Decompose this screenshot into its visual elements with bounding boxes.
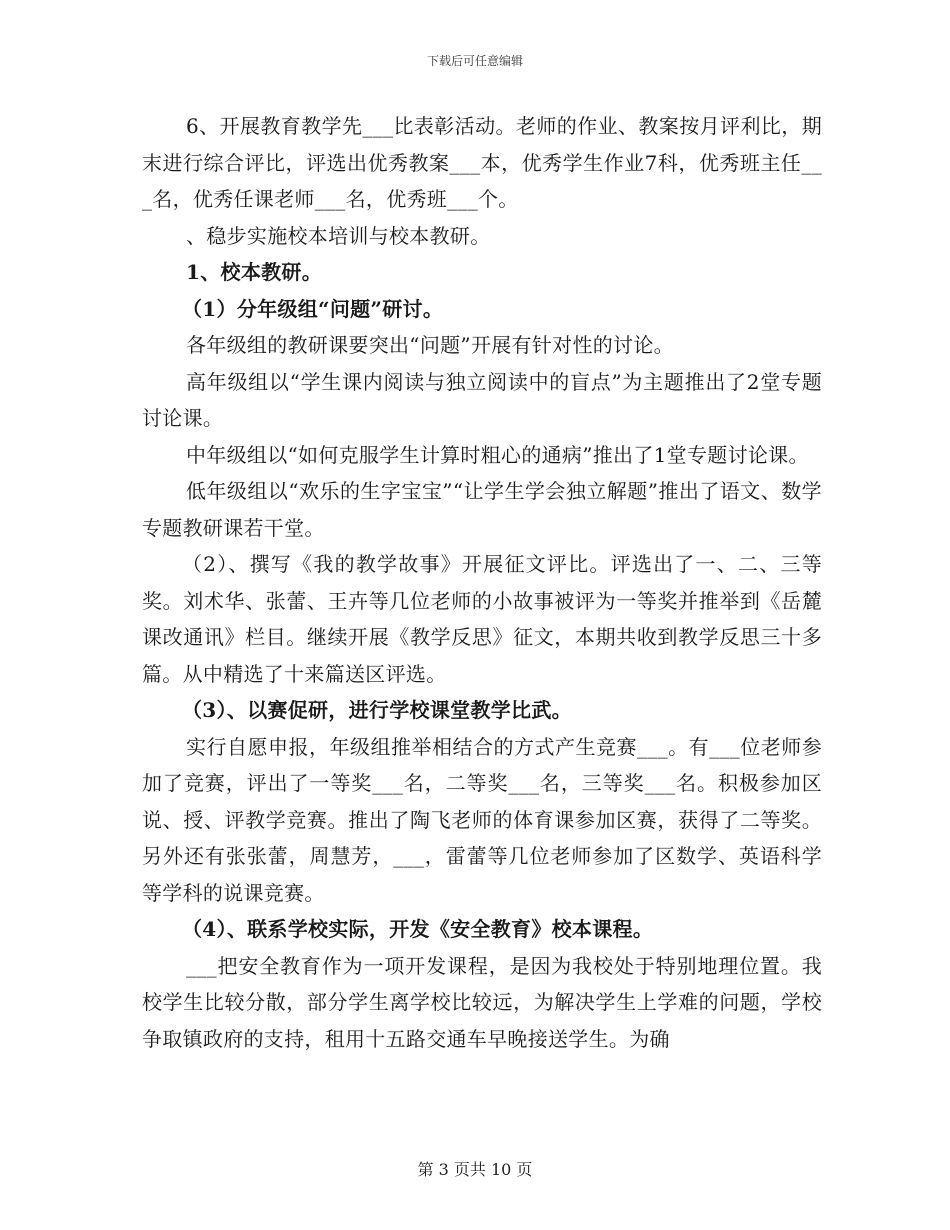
heading-safety-course: （4）、联系学校实际，开发《安全教育》校本课程。	[182, 917, 654, 941]
page-header: 下载后可任意编辑	[426, 54, 523, 68]
paragraph-awards: 6、开展教育教学先___比表彰活动。老师的作业、教案按月评利比，期末进行综合评比，评选出优秀教案___本，优秀学生作业7科，优秀班主任___名，优秀任课老师___名，优秀班___个。	[142, 114, 822, 211]
paragraph-safety-course: ___把安全教育作为一项开发课程，是因为我校处于特别地理位置。我校学生比较分散，部分学生离学校比较远，为解决学生上学难的问题，学校争取镇政府的支持，租用十五路交通车早晚接送学生。为确	[142, 953, 822, 1051]
paragraph-teaching-story: （2）、撰写《我的教学故事》开展征文评比。评选出了一、二、三等奖。刘术华、张蕾、王卉等几位老师的小故事被评为一等奖并推举到《岳麓课改通讯》栏目。继续开展《教学反思》征文，本期共收到教学反思三十多篇。从中精选了十来篇送区评选。	[142, 552, 822, 686]
heading-grade-problem: （1）分年级组“问题”研讨。	[182, 296, 444, 321]
document-body	[142, 108, 822, 1057]
paragraph-senior-grade: 高年级组以“学生课内阅读与独立阅读中的盲点”为主题推出了2堂专题讨论课。	[142, 369, 822, 430]
paragraph-competition: 实行自愿申报，年级组推举相结合的方式产生竞赛___。有___位老师参加了竞赛，评出了一等奖___名，二等奖___名，三等奖___名。积极参加区说、授、评教学竞赛。推出了陶飞老师的体育课参加区赛，获得了二等奖。另外还有张张蕾，周慧芳，___，雷蕾等几位老师参加了区数学、英语科学等学科的说课竞赛。	[142, 734, 822, 905]
heading-competition: （3）、以赛促研，进行学校课堂教学比武。	[182, 698, 572, 722]
paragraph-training: 、稳步实施校本培训与校本教研。	[186, 223, 491, 248]
paragraph-middle-grade: 中年级组以“如何克服学生计算时粗心的通病”推出了1堂专题讨论课。	[186, 442, 809, 467]
page-footer: 第 3 页共 10 页	[417, 1160, 533, 1179]
paragraph-junior-grade: 低年级组以“欢乐的生字宝宝”“让学生学会独立解题”推出了语文、数学专题教研课若干堂。	[142, 479, 822, 540]
heading-school-research: 1、校本教研。	[186, 260, 323, 284]
paragraph-grade-problem: 各年级组的教研课要突出“问题”开展有针对性的讨论。	[186, 333, 674, 357]
